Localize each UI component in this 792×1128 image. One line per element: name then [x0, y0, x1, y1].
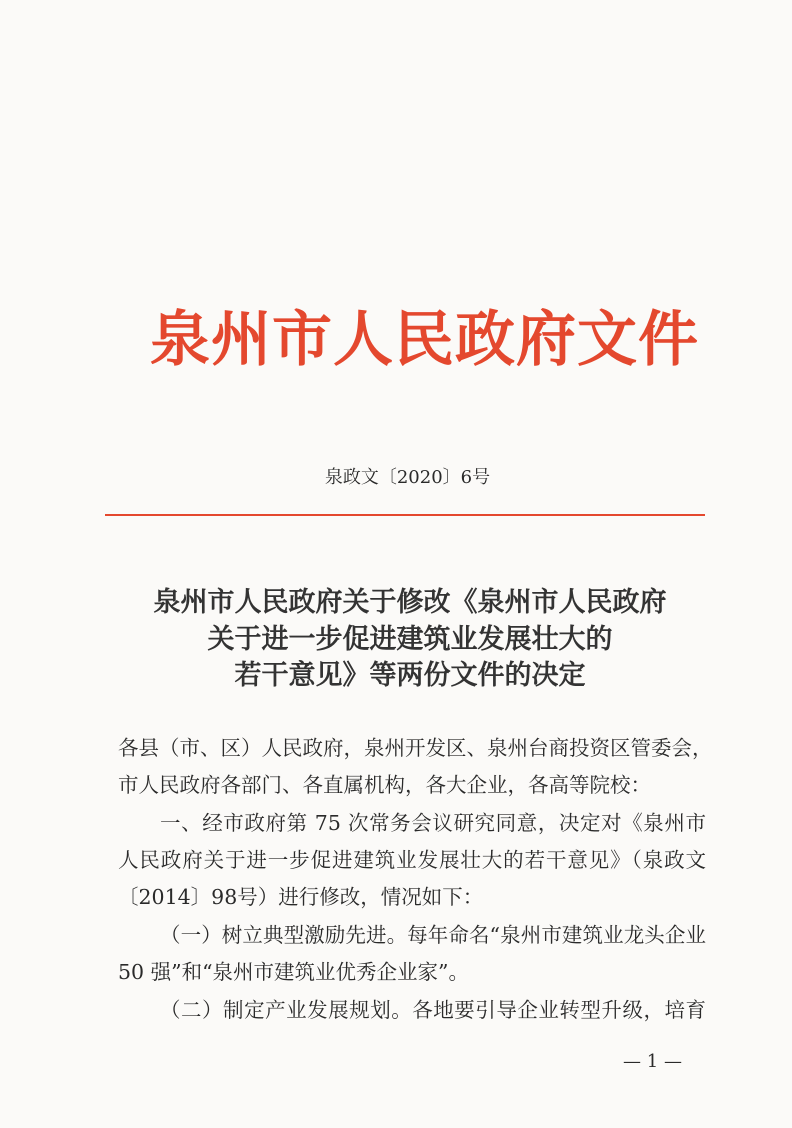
- document-number: 泉政文〔2020〕6号: [324, 467, 491, 488]
- document-title-line-1: 泉州市人民政府关于修改《泉州市人民政府: [153, 587, 667, 618]
- body-line: 人民政府关于进一步促进建筑业发展壮大的若干意见》（泉政文: [118, 848, 706, 872]
- document-title-line-2: 关于进一步促进建筑业发展壮大的: [207, 624, 613, 655]
- body-line: 各县（市、区）人民政府，泉州开发区、泉州台商投资区管委会，: [118, 736, 713, 760]
- body-line: （一）树立典型激励先进。每年命名“泉州市建筑业龙头企业: [160, 923, 706, 947]
- red-divider: [105, 514, 705, 516]
- body-line: 50 强”和“泉州市建筑业优秀企业家”。: [118, 960, 470, 984]
- body-line: 〔2014〕98号）进行修改，情况如下：: [118, 885, 484, 909]
- document-title-line-3: 若干意见》等两份文件的决定: [234, 660, 586, 691]
- body-line: 市人民政府各部门、各直属机构，各大企业，各高等院校：: [118, 773, 651, 797]
- body-line: （二）制定产业发展规划。各地要引导企业转型升级，培育: [160, 998, 706, 1022]
- page-number: — 1 —: [623, 1051, 682, 1072]
- document-header-title: 泉州市人民政府文件: [150, 305, 699, 375]
- body-line: 一、经市政府第 75 次常务会议研究同意，决定对《泉州市: [160, 811, 706, 835]
